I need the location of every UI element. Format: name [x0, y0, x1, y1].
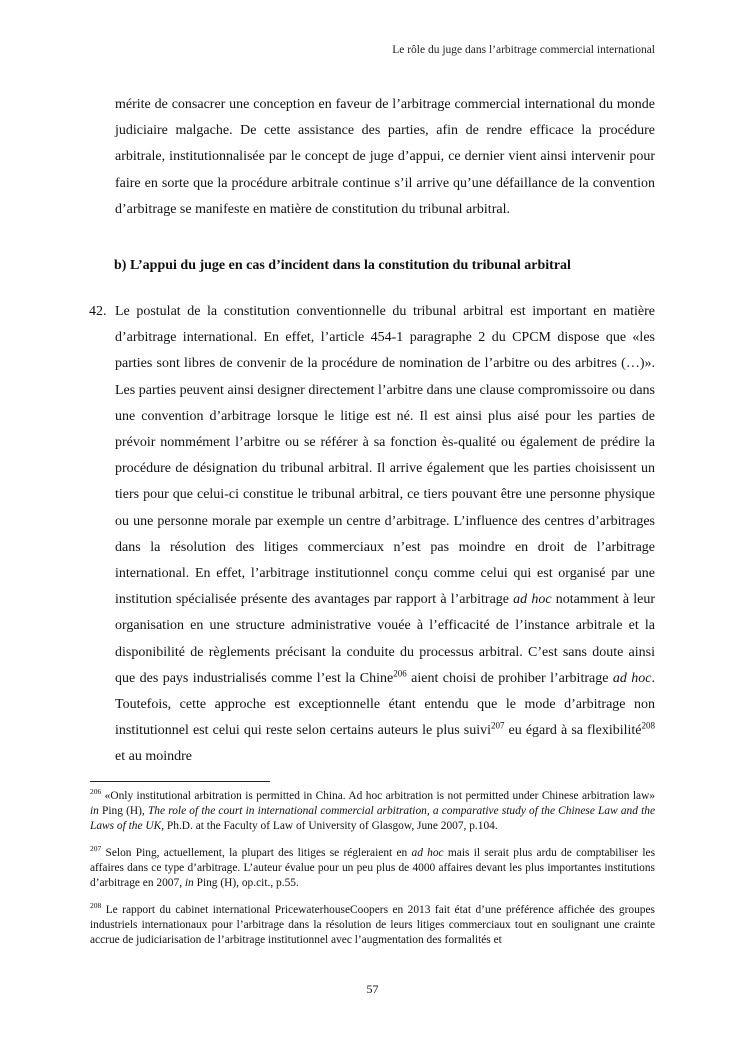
running-header: Le rôle du juge dans l’arbitrage commercial international	[392, 44, 655, 56]
footnote-ref-207[interactable]: 207	[490, 720, 505, 731]
footnote-divider	[90, 781, 270, 782]
paragraph-42-text-3: aient choisi de prohiber l’arbitrage	[406, 670, 613, 686]
footnote-text: Ping (H),	[98, 805, 148, 817]
paragraph-42-italic-2: ad hoc	[612, 670, 652, 686]
footnote-number: 208	[90, 901, 102, 911]
paragraph-42	[115, 299, 655, 771]
footnote-number: 206	[90, 787, 102, 797]
paragraph-number: 42.	[89, 304, 107, 319]
footnote-italic: in	[184, 877, 194, 889]
footnote-ref-208[interactable]: 208	[641, 720, 655, 731]
footnote-italic: ad hoc	[411, 847, 444, 859]
footnote-text: Ping (H), op.cit., p.55.	[193, 877, 299, 889]
paragraph-42-text-4: . Toutefois, cette approche est exceptionnelle étant entendu que le mode d’arbitrage non institutionnel est celui qui reste selon certains auteurs le plus suivi	[115, 670, 655, 739]
intro-paragraph	[115, 92, 655, 223]
page-number: 57	[366, 982, 379, 996]
footnote-ref-206[interactable]: 206	[393, 668, 407, 679]
section-subheading: b) L’appui du juge en cas d’incident dans la constitution du tribunal arbitral	[114, 258, 571, 273]
footnote-text: Selon Ping, actuellement, la plupart des litiges se régleraient en	[101, 847, 412, 859]
footnote-207	[90, 846, 655, 891]
footnote-text: «Only institutional arbitration is permitted in China. Ad hoc arbitration is not permitted under Chinese arbitration law»	[101, 790, 655, 802]
footnote-italic: The role of the court in international commercial arbitration, a comparative study of the Chinese Law and the Laws of the UK,	[90, 805, 656, 832]
paragraph-42-text-1: Le postulat de la constitution conventionnelle du tribunal arbitral est important en matière d’arbitrage international. En effet, l’article 454-1 paragraphe 2 du CPCM dispose que «les parties sont libres de convenir de la procédure de nomination de l’arbitre ou des arbitres (…)». Les parties peuvent ainsi designer directement l’arbitre dans une clause compromissoire ou dans une convention d’arbitrage lorsque le litige est né. Il est ainsi plus aisé pour les parties de prévoir nommément l’arbitre ou se référer à sa fonction ès-qualité ou également de prédire la procédure de désignation du tribunal arbitral. Il arrive également que les parties choisissent un tiers pour que celui-ci constitue le tribunal arbitral, ce tiers pouvant être une personne physique ou une personne morale par exemple un centre d’arbitrage. L’influence des centres d’arbitrages dans la résolution des litiges commerciaux n’est pas moindre en droit de l’arbitrage international. En effet, l’arbitrage institutionnel conçu comme celui qui est organisé par une institution spécialisée présente des avantages par rapport à l’arbitrage	[115, 304, 655, 608]
footnotes	[90, 789, 655, 960]
footnote-206	[90, 789, 655, 834]
footnote-text: Ph.D. at the Faculty of Law of University of Glasgow, June 2007, p.104.	[164, 820, 498, 832]
paragraph-42-text-2: notamment à leur organisation en une structure administrative vouée à l’efficacité de l’instance arbitrale et la disponibilité de règlements précisant la conduite du processus arbitral. C’est sans doute ainsi que des pays industrialisés comme l’est la Chine	[115, 592, 655, 686]
footnote-number: 207	[90, 844, 102, 854]
paragraph-42-text-6: et au moindre	[115, 749, 192, 765]
paragraph-42-italic-1: ad hoc	[513, 592, 552, 608]
intro-paragraph-text: mérite de consacrer une conception en faveur de l’arbitrage commercial international du monde judiciaire malgache. De cette assistance des parties, afin de rendre efficace la procédure arbitrale, institutionnalisée par le concept de juge d’appui, ce dernier vient ainsi intervenir pour faire en sorte que la procédure arbitrale continue s’il arrive qu’une défaillance de la convention d’arbitrage se manifeste en matière de constitution du tribunal arbitral.	[115, 97, 655, 217]
footnote-text: mais il serait plus ardu de comptabiliser les affaires dans ce type d’arbitrage. L’auteur évalue pour un peu plus de 4000 affaires devant les plus importantes institutions d’arbitrage en 2007,	[90, 847, 656, 889]
footnote-208	[90, 903, 655, 948]
footnote-italic: in	[90, 805, 99, 817]
footnote-text: Le rapport du cabinet international PricewaterhouseCoopers en 2013 fait état d’une préférence affichée des groupes industriels internationaux pour l’arbitrage dans la résolution de leurs litiges commerciaux tout en soulignant une crainte accrue de judiciarisation de l’arbitrage institutionnel avec l’augmentation des formalités et	[90, 904, 655, 946]
paragraph-42-text-5: eu égard à sa flexibilité	[504, 723, 642, 739]
